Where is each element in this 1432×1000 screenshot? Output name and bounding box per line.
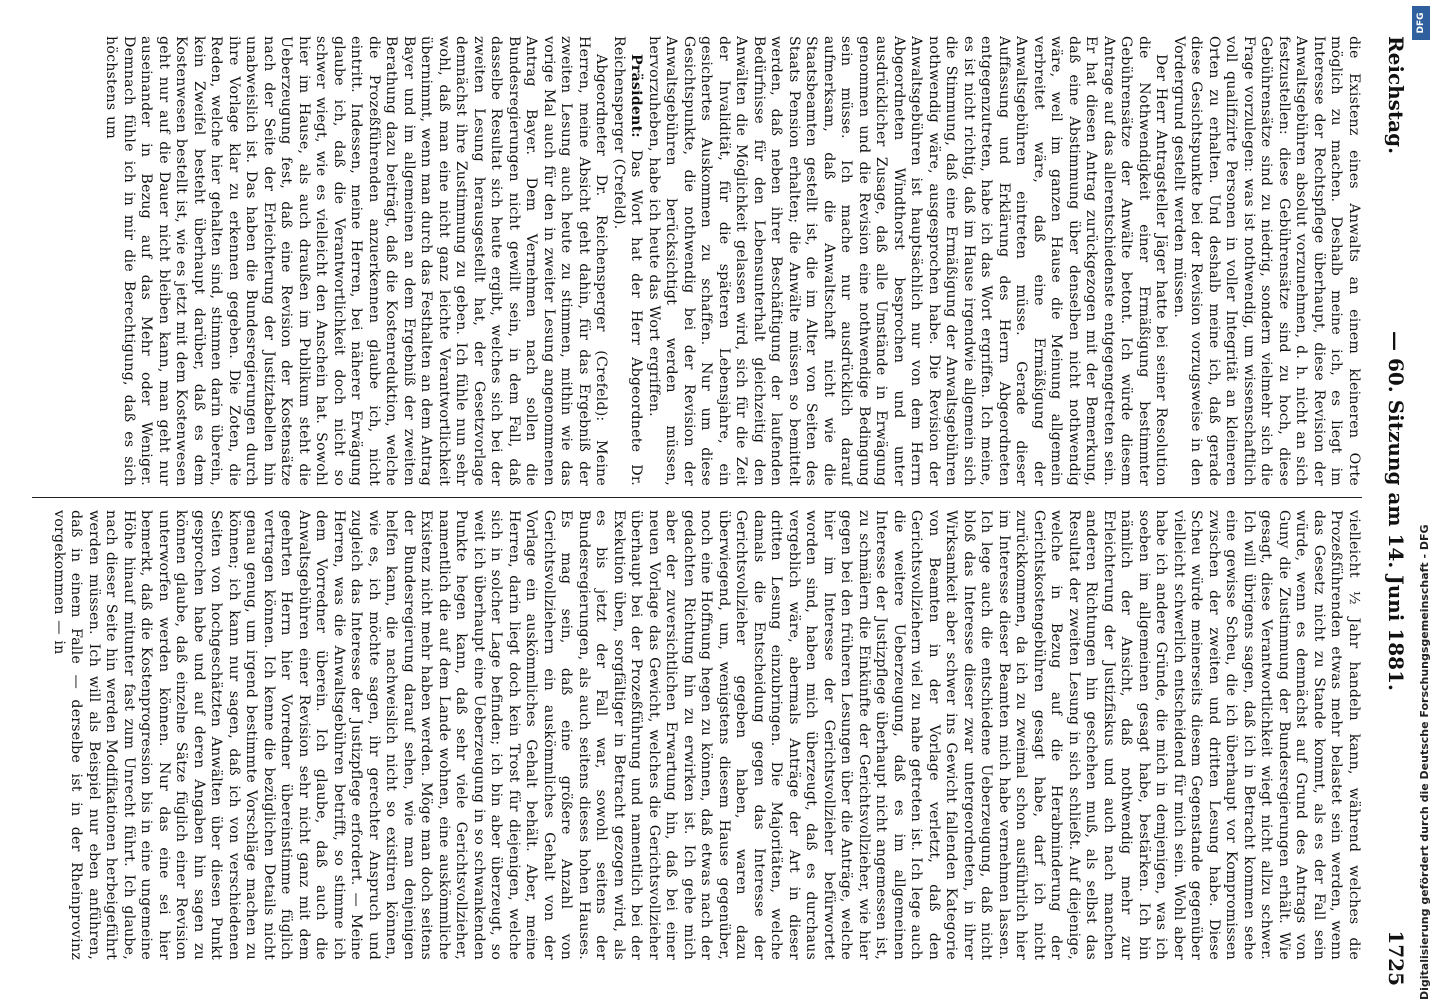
left-column [22, 36, 1362, 486]
watermark-text: Digitalisierung gefördert durch die Deutsche Forschungsgemeinschaft - DFG [1418, 524, 1431, 1000]
page-header [1374, 36, 1414, 986]
paragraph: vielleicht ½ Jahr handeln kann, während welches die Prozeßführenden etwas mehr belastet sein werden, wenn das Gesetz nicht zu Stande kommt, als es der Fall sein würde, wenn es demnächst auf Grund des Antrags von Guny die Zustimmung der Bundesregierungen erhält. Wie gesagt, diese Verantwortlichkeit wiegt nicht allzu schwer. Ich will übrigens sagen, daß ich in Betracht kommen sehe eine gewisse Scheu, die ich überhaupt vor Kompromissen zwischen der zweiten und dritten Lesung habe. Diese Scheu würde meinerseits diesem Gegenstande gegenüber vielleicht schwerlich entscheidend für mich sein. Wohl aber habe ich andere Gründe, die mich in demjenigen, was ich soeben im allgemeinen gesagt habe, bestärken. Ich bin nämlich der Ansicht, daß nothwendig mehr zur Erleichterung der Justizfiskus und auch nach manchen anderen Richtungen hin geschehen muß, als selbst das Resultat der zweiten Lesung in sich schließt. Auf diejenige, welche in Bezug auf die Herabminderung der Gerichtskostengebühren gesagt habe, darf ich nicht zurückkommen, da ich zu zweimal schon ausführlich hier im Interesse dieser Beamten mich habe vernehmen lassen. Ich lege auch die entschiedene Ueberzeugung, daß nicht bloß das Interesse dieser zwar untergeordneten, in ihrer Wirksamkeit aber schwer ins Gewicht fallenden Kategorie von Beamten in der Vorlage verletzt, daß den Gerichtsvollziehern viel zu nahe getreten ist. Ich lege auch die weitere Ueberzeugung, daß es im allgemeinen Interesse der Justizpflege überhaupt nicht angemessen ist, zu schmälern die Einkünfte der Gerichtsvollzieher, wie hier gegen bei den früheren Lesungen über die Anträge, welche hier im Interesse der Gerichtsvollzieher befürwortet worden sind, haben mich überzeugt, daß es durchaus vergeblich wäre, abermals Anträge der Art in dieser dritten Lesung einzubringen. Die Majoritäten, welche damals die Entscheidung gegen das Interesse der Gerichtsvollzieher gegeben haben, waren dazu überwiegend, um, wenigstens diesem Hause gegenüber, noch eine Hoffnung hegen zu können, daß etwas nach der gedachten Richtung hin zu erwirken ist. Ich gehe mich aber der zuversichtlichen Erwartung hin, daß bei einer neuen Vorlage das Gewicht, welches die Gerichtsvollzieher überhaupt bei der Prozeßführung und namentlich bei der Exekution üben, sorgfältiger in Betracht gezogen wird, als es bis jetzt der Fall war, sowohl seitens der Bundesregierungen, als auch seitens dieses hohen Hauses. Es mag sein, daß eine größere Anzahl von Gerichtsvollziehern ein auskömmliches Gehalt von der Vorlage ein auskömmliches Gehalt behält. Aber, meine Herren, darin liegt doch kein Trost für diejenigen, welche sich in solcher Lage befinden; ich bin aber überzeugt, so weit ich überhaupt eine Ueberzeugung in so schwankenden Punkte hegen kann, daß sehr viele Gerichtsvollzieher, namentlich die auf dem Lande wohnen, eine auskömmliche Existenz nicht mehr haben werden. Möge man doch seitens der Bundesregierung darauf sehen, wie man denjenigen helfen kann, die nachweislich nicht so existiren können, wie es, ich möchte sagen, ihr gerechter Anspruch und zugleich das Interesse der Justizpflege erfordert. — Meine Herren, was die Anwaltsgebühren betrifft, so stimme ich dem Vorredner überein. Ich glaube, daß auch die Anwaltsgebühren einer Revision sehr nicht ganz mit dem geehrten Herrn hier Vorredner übereinstimme füglich vertragen können. Ich kenne die bezüglichen Details nicht genau genug, um irgend bestimmte Vorschläge machen zu können; ich kann nur sagen, daß ich von verschiedenen Seiten von hochgeschätzten Anwälten über diesen Punkt gesprochen habe und auf deren Angaben hin sagen zu können glaube, daß einzelne Sätze füglich einer Revision unterworfen werden können. Nur das eine sei hier bemerkt, daß die Kostenprogression bis in eine ungemeine Höhe hinauf mitunter fast zum Unrecht führt. Ich glaube, nach dieser Seite hin werden Modifikationen herbeigeführt werden müssen. Ich will als Beispiel nur eben anführen, daß in einem Falle — derselbe ist in der Rheinprovinz vorgekommen — in [51, 510, 1362, 960]
right-column [22, 510, 1362, 960]
president-text: Das Wort hat der Herr Abgeordnete Dr. Reichensperger (Crefeld). [611, 36, 645, 486]
speaker-intro: Abgeordneter Dr. Reichensperger (Crefeld): [593, 54, 610, 422]
header-center: — 60. Sitzung am 14. Juni 1881. [1384, 331, 1408, 691]
president-paragraph [610, 36, 645, 486]
dfg-logo-text: DFG [1416, 12, 1426, 34]
paragraph: die Existenz eines Anwalts an einem kleineren Orte möglich zu machen. Deshalb meine ich, es liegt im Interesse der Rechtspflege überhaupt, diese Revision der Anwaltsgebühren absolut vorzunehmen, d. h. nicht an sich festzustellen: diese Gebührensätze sind zu hoch, diese Gebührensätze sind zu niedrig, sondern vielmehr sich die Frage vorzulegen: was ist nothwendig, um wissenschaftlich voll qualifizirte Personen in voller Integrität an kleineren Orten zu erhalten. Und deshalb meine ich, daß gerade diese Gesichtspunkte bei der Revision vorzugsweise in den Vordergrund gestellt werden müssen. [1171, 36, 1362, 486]
page-number: 1725 [1384, 930, 1408, 986]
speech-paragraph [102, 36, 610, 486]
watermark-strip [1410, 0, 1432, 1000]
dfg-logo [1412, 6, 1430, 40]
header-left: Reichstag. [1384, 36, 1408, 155]
speech-text: Meine Herren, meine Absicht geht dahin, für das Ergebniß der zweiten Lesung auch heute zu stimmen, mithin wie das vorige Mal auch für den in zweiter Lesung angenommenen Antrag Bayer. Dem Vernehmen nach sollen die Bundesregierungen nicht gewillt sein, in dem Fall, daß dasselbe Resultat sich heute ergibt, welches sich bei der zweiten Lesung herausgestellt hat, der Gesetzvorlage demnächst ihre Zustimmung zu geben. Ich fühle nun sehr wohl, daß man eine nicht ganz leichte Verantwortlichkeit übernimmt, wenn man durch das Festhalten an dem Antrag Bayer und im allgemeinen an dem Ergebniß der zweiten Berathung dazu beiträgt, daß die Kostenreduktion, welche die Prozeßführenden anzuerkennen glaube ich, nicht eintritt. Indessen, meine Herren, bei näherer Erwägung glaube ich, daß die Verantwortlichkeit doch nicht so schwer wiegt, wie es vielleicht den Anschein hat. Sowohl hier im Hause, als auch draußen im Publikum steht die Ueberzeugung fest, daß eine Revision der Kostensätze nach der Seite der Erleichterung der Justiztabellen hin unabweislich ist. Das haben die Bundesregierungen durch ihre Vorlage klar zu erkennen gegeben. Die Zoten, die Reden, welche hier gehalten sind, stimmen darin überein, kein Zweifel besteht überhaupt darüber, daß es dem Kostenwesen bestellt ist, wie es jetzt mit dem Kostenwesen geht nur auf die Dauer nicht bleiben kann, man geht nur auseinander in Bezug auf das Mehr oder Weniger. Demnach fühle ich in mir die Berechtigung, daß es sich höchstens um [103, 36, 610, 486]
paragraph: Der Herr Antragsteller Jäger hatte bei seiner Resolution die Nothwendigkeit einer Ermäßigung bestimmter Gebührensätze der Anwälte betont. Ich würde diesem Antrage auf das allerentschiedenste entgegengetreten sein. Er hat diesen Antrag zurückgezogen mit der Bemerkung, daß eine Abstimmung über denselben nicht nothwendig wäre, weil im ganzen Hause die Meinung allgemein verbreitet wäre, daß eine Ermäßigung der Anwaltsgebühren eintreten müsse. Gerade dieser Auffassung und Erklärung des Herrn Abgeordneten entgegenzutreten, habe ich das Wort ergriffen. Ich meine, es ist nicht richtig, daß im Hause irgendwie allgemein sich die Stimmung, daß eine Ermäßigung der Anwaltsgebühren nothwendig wäre, ausgesprochen habe. Die Revision der Anwaltsgebühren ist hauptsächlich nur von dem Herrn Abgeordneten Windthorst besprochen und unter ausdrücklicher Zusage, daß alle Umstände in Erwägung genommen und die Revision eine nothwendige Bedingung sein müsse. Ich mache nur ausdrücklich darauf aufmerksam, daß die Anwaltschaft nicht wie die Staatsbeamten gestellt ist, die im Alter von Seiten des Staats Pension erhalten; die Anwälte müssen so bemittelt werden, daß neben ihrer Beschäftigung der laufenden Bedürfnisse für den Lebensunterhalt gleichzeitig den Anwälten die Möglichkeit gelassen wird, sich für die Zeit der Invalidität, für die späteren Lebensjahre, ein gesichertes Auskommen zu schaffen. Nur um diese Gesichtspunkte, die nothwendig bei der Revision der Anwaltsgebühren berücksichtigt werden müssen, hervorzuheben, habe ich heute das Wort ergriffen. [646, 36, 1170, 486]
column-divider [32, 497, 1362, 498]
speaker-label: Präsident: [628, 54, 645, 138]
